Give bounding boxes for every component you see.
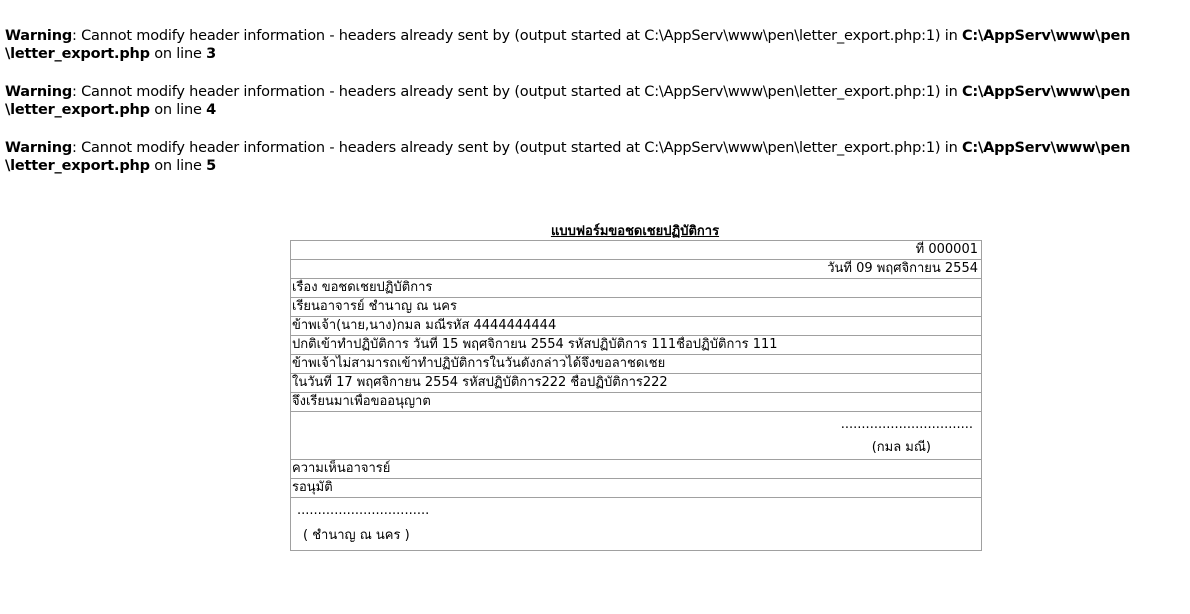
request-form [290,240,982,551]
recipient-line: เรียนอาจารย์ ชำนาญ ณ นคร [291,298,981,317]
warning-path: C:\AppServ\www\pen [961,28,1131,44]
warning-on-line: on line [149,158,207,174]
document-number: ที่ 000001 [291,241,981,260]
form-title: แบบฟอร์มขอชดเชยปฏิบัติการ [550,224,720,239]
warning-line-number: 4 [206,102,216,118]
teacher-name: ( ชำนาญ ณ นคร ) [303,528,410,543]
student-name: (กมล มณี) [871,440,931,455]
opinion-label: ความเห็นอาจารย์ [291,460,981,479]
teacher-signature [291,498,981,550]
normal-lab-line: ปกติเข้าทำปฏิบัติการ วันที่ 15 พฤศจิกายน 2554 รหัสปฏิบัติการ 111ชื่อปฏิบัติการ 111 [291,336,981,355]
student-line: ข้าพเจ้า(นาย,นาง)กมล มณีรหัส 4444444444 [291,317,981,336]
warning-label: Warning [5,84,73,100]
warning-message: : Cannot modify header information - headers already sent by (output started at C:\AppServ\www\pen\letter_export.php:1) in [72,84,962,100]
opinion-value: รอนุมัติ [291,479,981,498]
teacher-signature-dots: ................................ [297,503,430,518]
warning-label: Warning [5,28,73,44]
warning-on-line: on line [149,102,207,118]
php-warning-1 [5,27,1175,63]
reason-line: ข้าพเจ้าไม่สามารถเข้าทำปฏิบัติการในวันดังกล่าวได้จึงขอลาชดเชย [291,355,981,374]
closing-line: จึงเรียนมาเพื่อขออนุญาต [291,393,981,412]
php-warning-2 [5,83,1175,119]
student-signature-dots: ................................ [840,417,973,432]
warning-message: : Cannot modify header information - headers already sent by (output started at C:\AppServ\www\pen\letter_export.php:1) in [72,28,962,44]
warning-label: Warning [5,140,73,156]
warning-path: C:\AppServ\www\pen [961,140,1131,156]
warning-file: \letter_export.php [5,46,150,62]
document-date: วันที่ 09 พฤศจิกายน 2554 [291,260,981,279]
warning-file: \letter_export.php [5,158,150,174]
warning-line-number: 3 [206,46,216,62]
student-signature [291,412,981,460]
php-warning-3 [5,139,1175,175]
warning-line-number: 5 [206,158,216,174]
warning-file: \letter_export.php [5,102,150,118]
subject-line: เรื่อง ขอชดเชยปฏิบัติการ [291,279,981,298]
warning-on-line: on line [149,46,207,62]
makeup-lab-line: ในวันที่ 17 พฤศจิกายน 2554 รหัสปฏิบัติการ222 ชื่อปฏิบัติการ222 [291,374,981,393]
warning-path: C:\AppServ\www\pen [961,84,1131,100]
warning-message: : Cannot modify header information - headers already sent by (output started at C:\AppServ\www\pen\letter_export.php:1) in [72,140,962,156]
